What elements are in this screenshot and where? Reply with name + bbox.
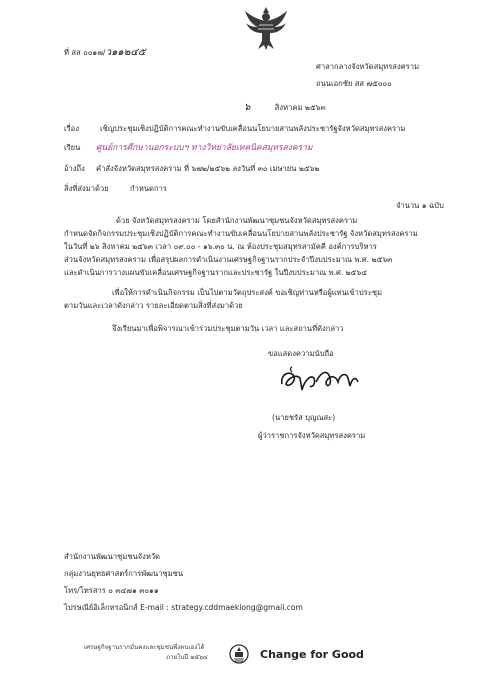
to-recipient-handwritten: ศูนย์การศึกษานอกระบบฯ ทางวิทยาลัยเทคนิคสมุทรสงคราม [96,143,313,153]
enclosure-count: จำนวน ๑ ฉบับ [396,201,444,210]
signatory-position: ผู้ว่าราชการจังหวัดสมุทรสงคราม [258,431,366,440]
body-para1-line4: ส่วนจังหวัดสมุทรสงคราม เพื่อสรุปผลการดำเนินงานเศรษฐกิจฐานรากประจำปีงบประมาณ พ.ศ. ๒๕๖๓ [64,255,393,264]
body-para1-line5: และดำเนินการวางแผนขับเคลื่อนเศรษฐกิจฐานรากและประชารัฐ ในปีงบประมาณ พ.ศ. ๒๕๖๔ [64,268,367,277]
signature-scribble [276,364,360,398]
ref-number [64,48,146,58]
footer-email-line [64,603,303,613]
date-day-handwritten: ๖ [244,102,251,113]
reference-text: คำสั่งจังหวัดสมุทรสงคราม ที่ ๖๗๒/๒๕๖๒ ลงวันที่ ๓๐ เมษายน ๒๕๖๒ [96,164,320,173]
body-para1-line1: ด้วย จังหวัดสมุทรสงคราม โดยสำนักงานพัฒนาชุมชนจังหวัดสมุทรสงคราม [116,216,358,225]
enclosure-text: กำหนดการ [130,184,167,193]
closing-text: ขอแสดงความนับถือ [268,349,334,358]
cdd-logo-icon [229,643,249,665]
footer-office: สำนักงานพัฒนาชุมชนจังหวัด [64,552,161,561]
date-line [244,103,326,113]
subject-text: เชิญประชุมเชิงปฏิบัติการคณะทำงานขับเคลื่อนนโยบายสานพลังประชารัฐจังหวัดสมุทรสงคราม [100,124,406,133]
date-text: สิงหาคม ๒๕๖๓ [274,103,326,112]
ref-prefix: ที่ สส ๐๐๑๗/ [64,48,106,57]
footer-slogan-line2: ภายในปี ๒๕๖๔ [166,654,208,661]
footer-phone: โทร/โทรสาร ๐ ๓๔๗๑ ๓๐๑๑ [64,586,159,595]
body-para2-line2: ตามวันและเวลาดังกล่าว รายละเอียดตามสิ่งที่ส่งมาด้วย [64,301,243,310]
reference-label: อ้างถึง [64,164,85,173]
signatory-name: (นายชรัส บุญณสะ) [272,413,336,422]
ref-handwritten: ว๑๑๒๔๕ [105,47,146,58]
to-label: เรียน [64,143,81,152]
org-address-line2: ถนนเอกชัย สส ๗๕๐๐๐ [316,79,392,88]
footer-email: strategy.cddmaeklong@gmail.com [171,603,303,612]
footer-group: กลุ่มงานยุทธศาสตร์การพัฒนาชุมชน [64,569,184,578]
subject-label: เรื่อง [64,124,79,133]
enclosure-label: สิ่งที่ส่งมาด้วย [64,184,109,193]
org-address-line1: ศาลากลางจังหวัดสมุทรสงคราม [316,62,420,71]
garuda-emblem [244,5,288,51]
body-para1-line3: ในวันที่ ๒๖ สิงหาคม ๒๕๖๓ เวลา ๐๙.๐๐ - ๑๖.๓๐ น. ณ ห้องประชุมสมุทรสามัคคี องค์การบริหาร [64,242,377,251]
footer-email-label: ไปรษณีย์อิเล็กทรอนิกส์ E-mail : [64,603,169,612]
body-para3: จึงเรียนมาเพื่อพิจารณาเข้าร่วมประชุมตามวัน เวลา และสถานที่ดังกล่าว [112,324,344,333]
footer-slogan-line1: เศรษฐกิจฐานรากมั่นคงและชุมชนพึ่งตนเองได้ [84,644,205,651]
body-para2-line1: เพื่อให้การดำเนินกิจกรรม เป็นไปตามวัตถุประสงค์ ขอเชิญท่านหรือผู้แทนเข้าประชุม [112,288,383,297]
body-para1-line2: กำหนดจัดกิจกรรมประชุมเชิงปฏิบัติการคณะทำงานขับเคลื่อนนโยบายสานพลังประชารัฐ จังหวัดสมุทรสงคราม [64,229,418,238]
change-for-good-wordmark: Change for Good [260,648,364,661]
